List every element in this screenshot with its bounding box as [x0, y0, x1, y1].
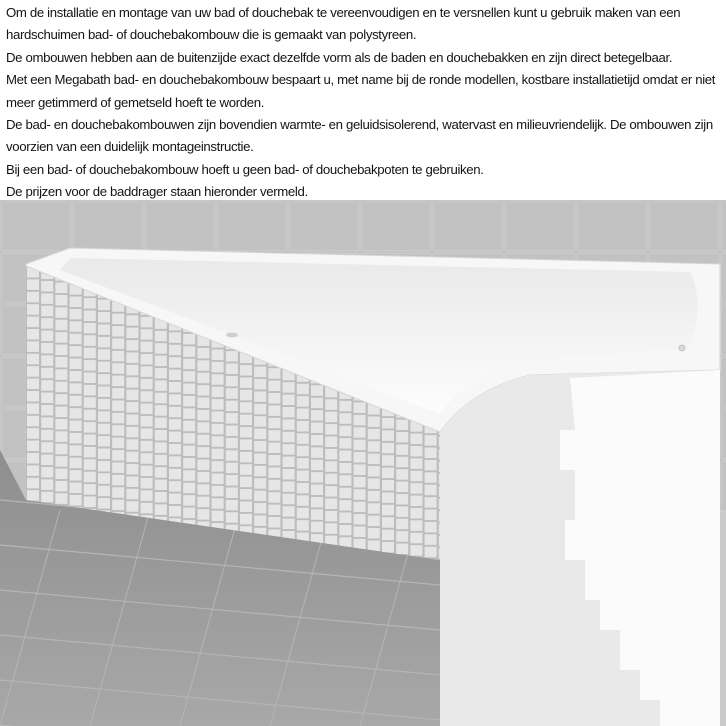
bathtub-photo [0, 200, 726, 726]
paragraph-prices: De prijzen voor de baddrager staan hieronder vermeld. [6, 184, 308, 200]
paragraph-installation: Om de installatie en montage van uw bad of douchebak te vereenvoudigen en te versnellen kunt u gebruik maken van een hardschuimen bad- of douchebakombouw die is gemaakt van polystyreen. [6, 5, 681, 43]
description-text [6, 2, 722, 204]
paragraph-time-saving: Met een Megabath bad- en douchebakombouw bespaart u, met name bij de ronde modellen, kostbare installatietijd omdat er niet meer getimmerd of gemetseld hoeft te worden. [6, 72, 716, 110]
paragraph-properties: De bad- en douchebakombouwen zijn bovendien warmte- en geluidsisolerend, watervast en milieuvriendelijk. De ombouwen zijn voorzien van een duidelijk montageinstructie. [6, 117, 713, 155]
tub-drain-icon [226, 333, 238, 338]
paragraph-no-feet: Bij een bad- of douchebakombouw hoeft u geen bad- of douchebakpoten te gebruiken. [6, 161, 484, 177]
paragraph-shape: De ombouwen hebben aan de buitenzijde exact dezelfde vorm als de baden en douchebakken en zijn direct betegelbaar. [6, 49, 673, 65]
tub-overflow-icon [679, 345, 685, 351]
